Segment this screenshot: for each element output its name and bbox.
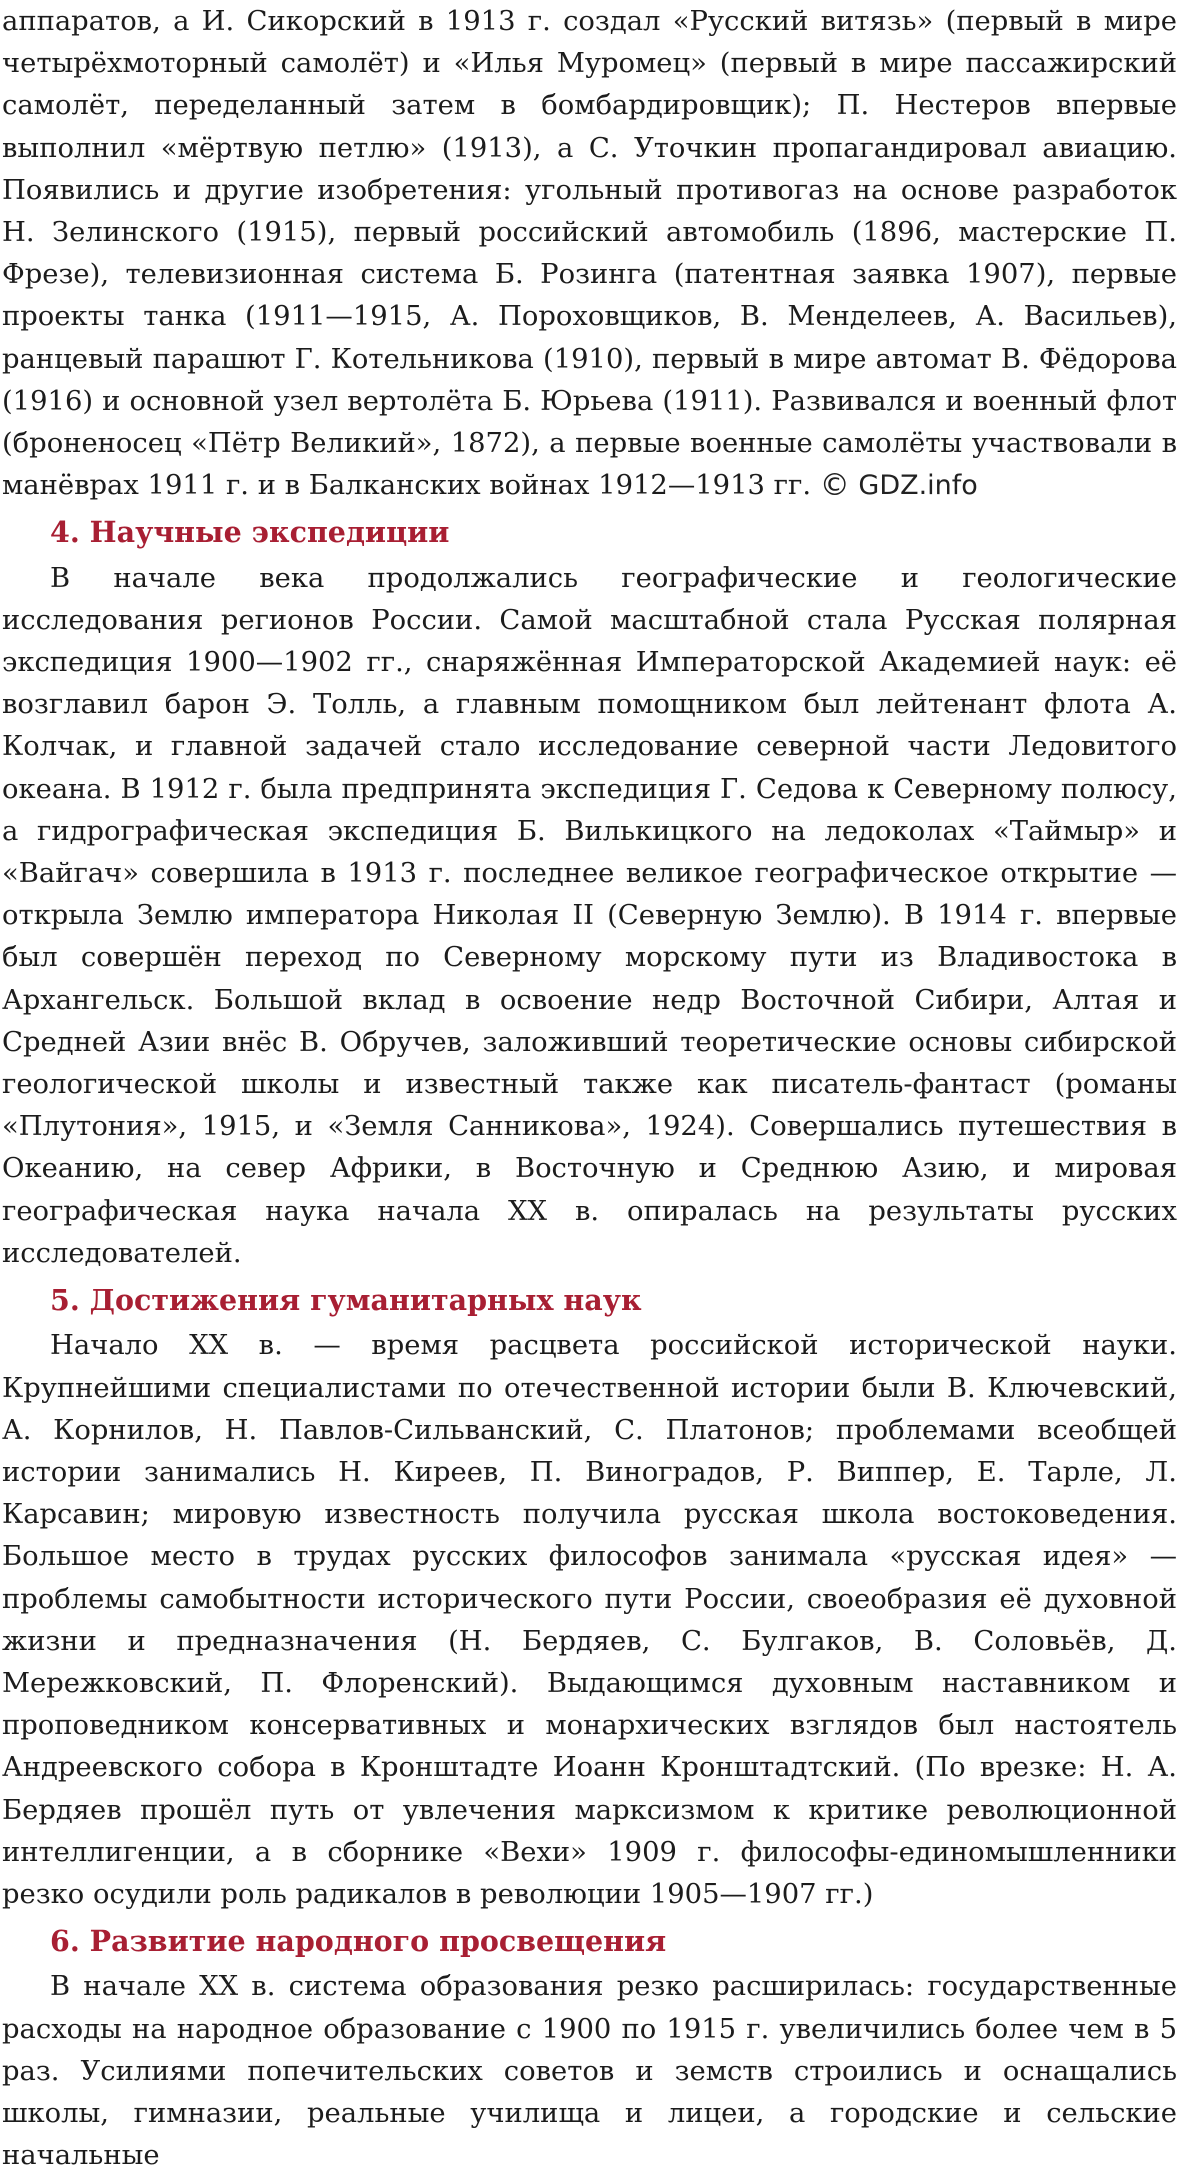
paragraph-humanities: Начало XX в. — время расцвета российской исторической науки. Крупнейшими специалистами по отечественной истории были В. Ключевский, А. Корнилов, Н. Павлов-Сильванский, С. Платонов; проблемами всеобщей истории занимались Н. Киреев, П. Виноградов, Р. Виппер, Е. Тарле, Л. Карсавин; мировую известность получила русская школа востоковедения. Большое место в трудах русских философов занимала «русская идея» — проблемы самобытности исторического пути России, своеобразия её духовной жизни и предназначения (Н. Бердяев, С. Булгаков, В. Соловьёв, Д. Мережковский, П. Флоренский). Выдающимся духовным наставником и проповедником консервативных и монархических взглядов был настоятель Андреевского собора в Кронштадте Иоанн Кронштадтский. (По врезке: Н. А. Бердяев прошёл путь от увлечения марксизмом к критике революционной интеллигенции, а в сборнике «Вехи» 1909 г. философы-единомышленники резко осудили роль радикалов в революции 1905—1907 гг.) bbox=[2, 1330, 1177, 1910]
paragraph-inventions-text: аппаратов, а И. Сикорский в 1913 г. создал «Русский витязь» (первый в мире четырёхмоторный самолёт) и «Илья Муромец» (первый в мире пассажирский самолёт, переделанный затем в бомбардировщик); П. Нестеров впервые выполнил «мёртвую петлю» (1913), а С. Уточкин пропагандировал авиацию. Появились и другие изобретения: угольный противогаз на основе разработок Н. Зелинского (1915), первый российский автомобиль (1896, мастерские П. Фрезе), телевизионная система Б. Розинга (патентная заявка 1907), первые проекты танка (1911—1915, А. Пороховщиков, В. Менделеев, А. Васильев), ранцевый парашют Г. Котельникова (1910), первый в мире автомат В. Фёдорова (1916) и основной узел вертолёта Б. Юрьева (1911). Развивался и военный флот (броненосец «Пётр Великий», 1872), а первые военные самолёты участвовали в манёврах 1911 г. и в Балканских войнах 1912—1913 гг. bbox=[2, 6, 1177, 502]
heading-expeditions: 4. Научные экспедиции bbox=[50, 515, 450, 550]
heading-education: 6. Развитие народного просвещения bbox=[50, 1924, 667, 1959]
paragraph-inventions bbox=[2, 1, 1177, 507]
heading-humanities: 5. Достижения гуманитарных наук bbox=[50, 1283, 642, 1318]
copyright-mark bbox=[819, 468, 978, 504]
paragraph-education: В начале XX в. система образования резко расширилась: государственные расходы на народное образование с 1900 по 1915 г. увеличились более чем в 5 раз. Усилиями попечительских советов и земств строились и оснащались школы, гимназии, реальные училища и лицеи, а городские и сельские начальные bbox=[2, 1971, 1177, 2172]
paragraph-expeditions: В начале века продолжались географические и геологические исследования регионов России. Самой масштабной стала Русская полярная экспедиция 1900—1902 гг., снаряжённая Императорской Академией наук: её возглавил барон Э. Толль, а главным помощником был лейтенант флота А. Колчак, и главной задачей стало исследование северной части Ледовитого океана. В 1912 г. была предпринята экспедиция Г. Седова к Северному полюсу, а гидрографическая экспедиция Б. Вилькицкого на ледоколах «Таймыр» и «Вайгач» совершила в 1913 г. последнее великое географическое открытие — открыла Землю императора Николая II (Северную Землю). В 1914 г. впервые был совершён переход по Северному морскому пути из Владивостока в Архангельск. Большой вклад в освоение недр Восточной Сибири, Алтая и Средней Азии внёс В. Обручев, заложивший теоретические основы сибирской геологической школы и известный также как писатель-фантаст (романы «Плутония», 1915, и «Земля Санникова», 1924). Совершались путешествия в Океанию, на север Африки, в Восточную и Среднюю Азию, и мировая географическая наука начала XX в. опиралась на результаты русских исследователей. bbox=[2, 562, 1177, 1269]
copyright-site: GDZ.info bbox=[858, 470, 978, 502]
copyright-icon: © bbox=[819, 468, 850, 504]
